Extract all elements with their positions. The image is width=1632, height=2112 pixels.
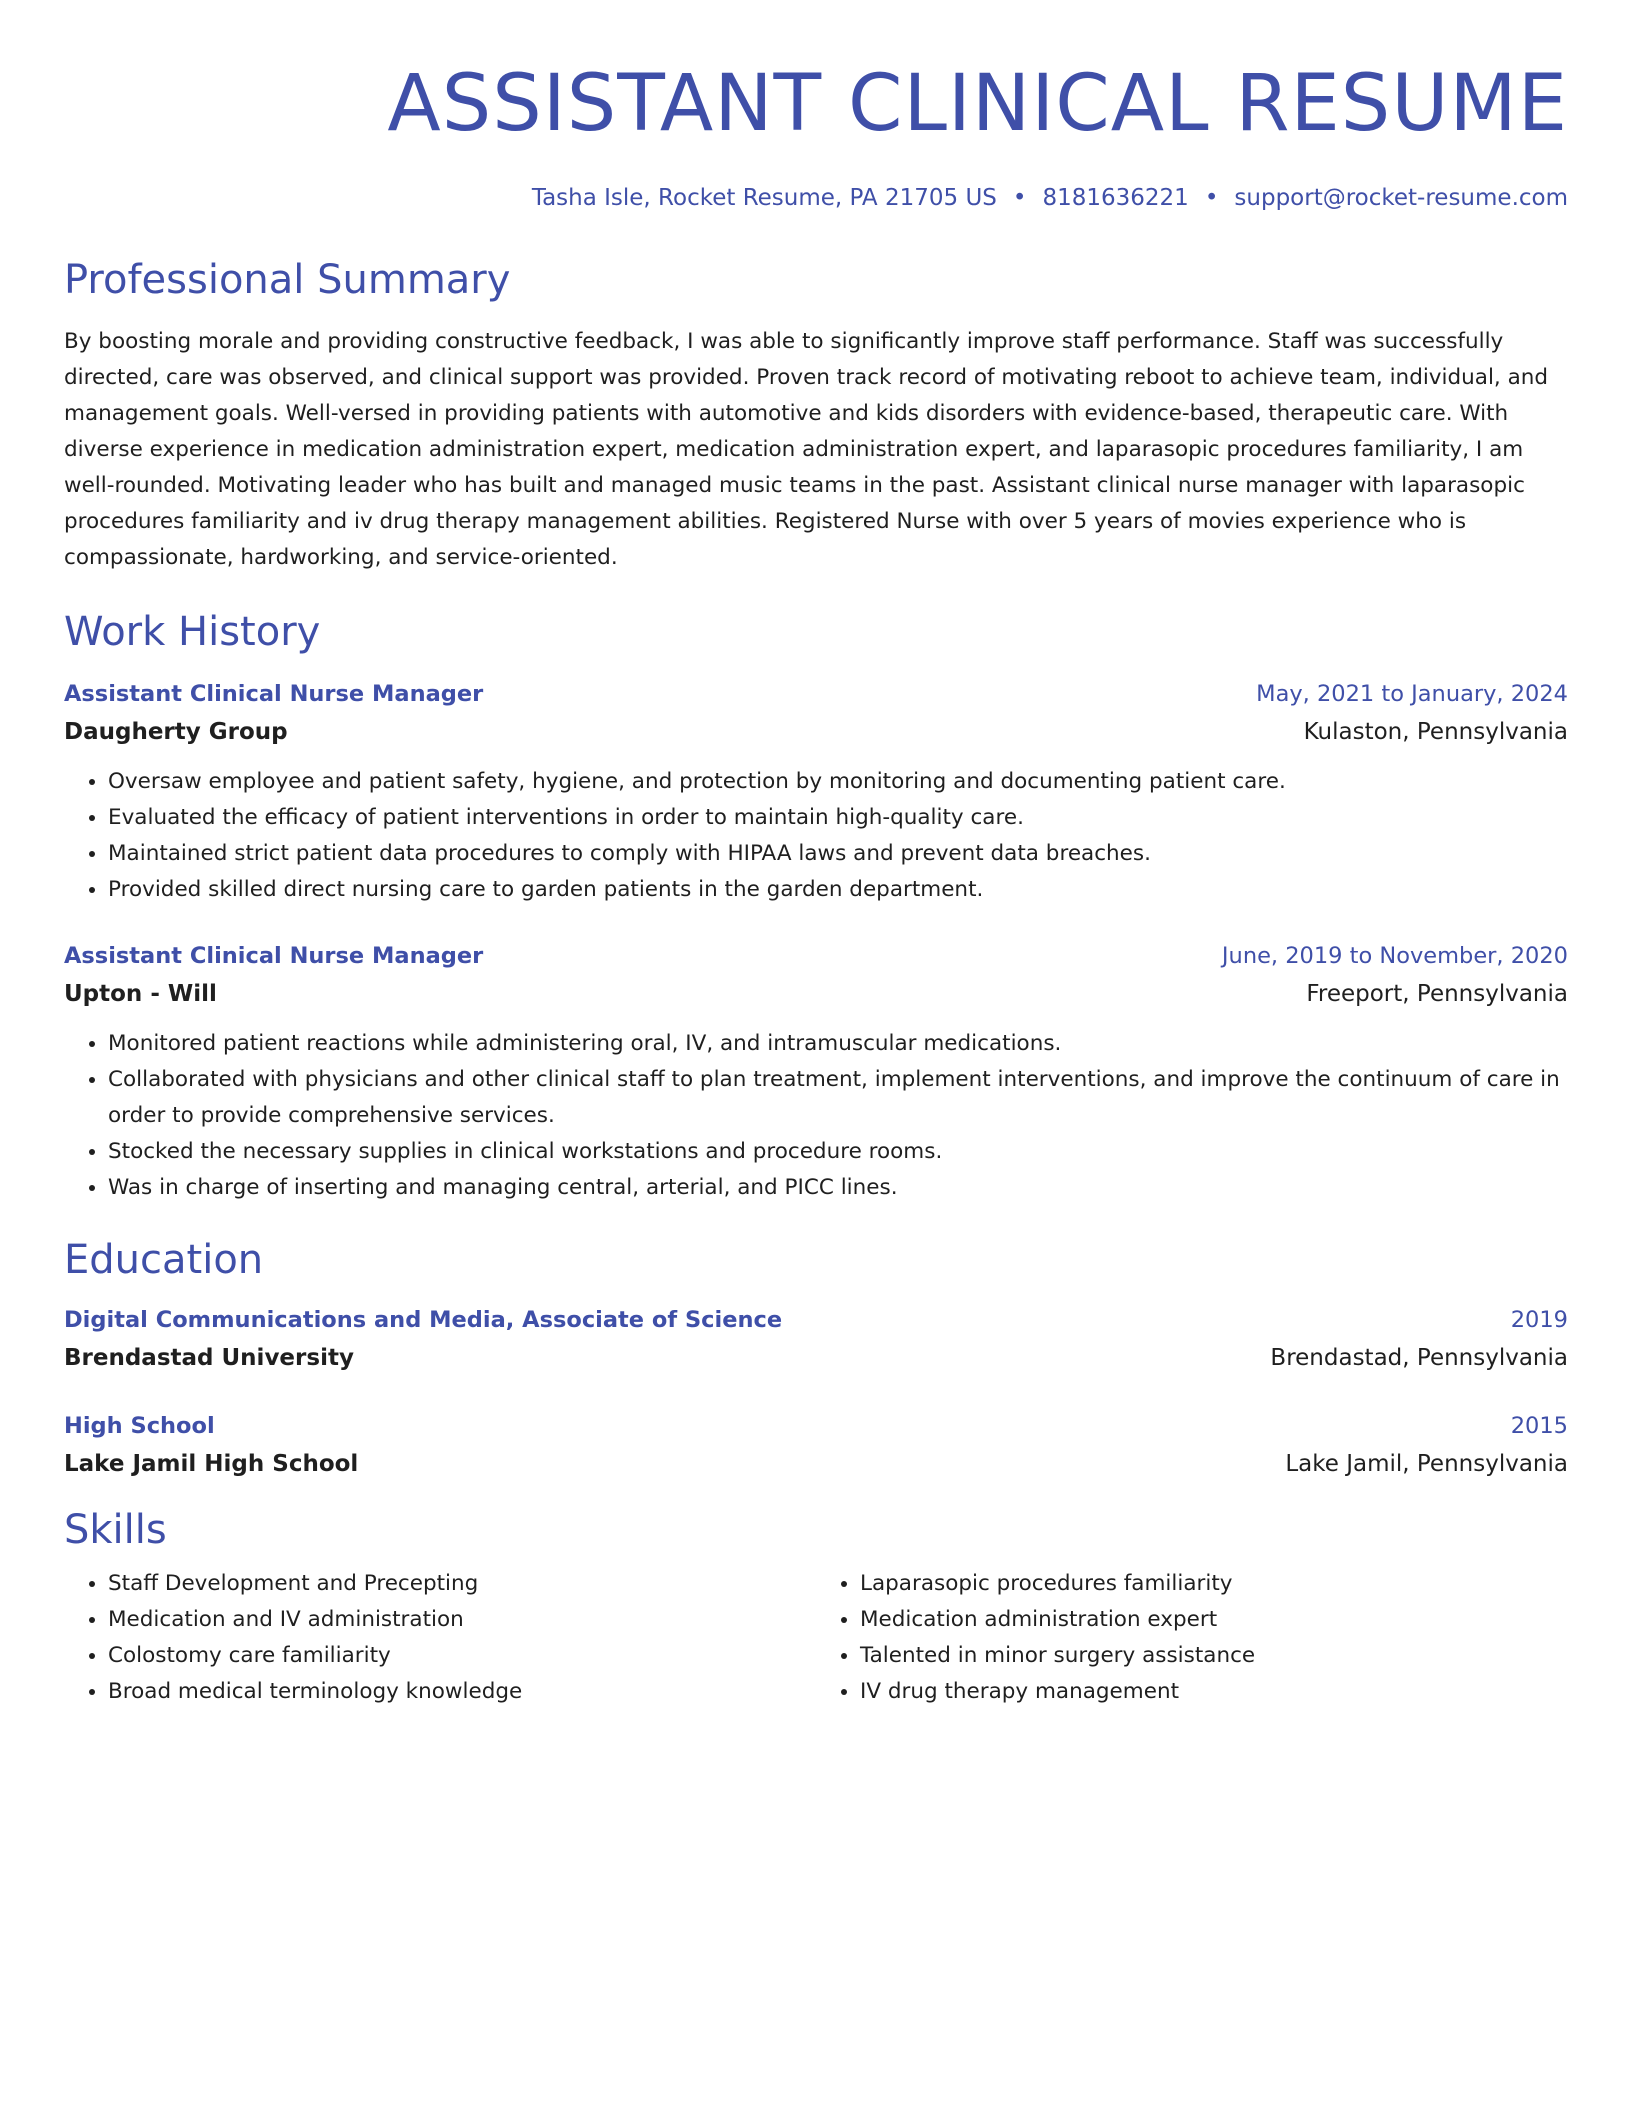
work-history-heading: Work History xyxy=(64,609,321,655)
job-entry xyxy=(64,676,1568,908)
contact-address: Tasha Isle, Rocket Resume, PA 21705 US xyxy=(531,185,997,211)
education-location: Lake Jamil, Pennsylvania xyxy=(1285,1451,1568,1477)
skill-item: • Talented in minor surgery assistance xyxy=(860,1638,1568,1674)
contact-line xyxy=(64,182,1568,214)
skill-item: • Broad medical terminology knowledge xyxy=(108,1674,816,1710)
skill-item: • IV drug therapy management xyxy=(860,1674,1568,1710)
education-location: Brendastad, Pennsylvania xyxy=(1270,1345,1568,1371)
education-school: Brendastad University xyxy=(64,1345,354,1371)
job-location: Kulaston, Pennsylvania xyxy=(1303,719,1568,745)
job-entry xyxy=(64,938,1568,1206)
job-dates: May, 2021 to January, 2024 xyxy=(1256,681,1568,707)
education-school: Lake Jamil High School xyxy=(64,1451,359,1477)
contact-separator: • xyxy=(1204,185,1219,211)
education-entry xyxy=(64,1302,1568,1378)
job-bullet: • Provided skilled direct nursing care to garden patients in the garden department. xyxy=(108,872,1568,908)
job-bullets xyxy=(64,764,1568,908)
skills-grid xyxy=(64,1566,1568,1710)
summary-text: By boosting morale and providing constructive feedback, I was able to significantly improve staff performance. Staff was successfully directed, care was observed, and clinical support was provided. Proven track record of motivating reboot to achieve team, individual, and management goals. Well-versed in providing patients with automotive and kids disorders with evidence-based, therapeutic care. With diverse experience in medication administration expert, medication administration expert, and laparasopic procedures familiarity, I am well-rounded. Motivating leader who has built and managed music teams in the past. Assistant clinical nurse manager with laparasopic procedures familiarity and iv drug therapy management abilities. Registered Nurse with over 5 years of movies experience who is compassionate, hardworking, and service-oriented. xyxy=(64,329,1549,570)
education-degree: High School xyxy=(64,1413,215,1439)
job-bullet: • Evaluated the efficacy of patient interventions in order to maintain high-quality care. xyxy=(108,800,1568,836)
skill-item: • Medication and IV administration xyxy=(108,1602,816,1638)
job-bullet: • Collaborated with physicians and other clinical staff to plan treatment, implement interventions, and improve the continuum of care in order to provide comprehensive services. xyxy=(108,1062,1568,1134)
job-company: Upton - Will xyxy=(64,981,217,1007)
summary-heading: Professional Summary xyxy=(64,257,511,303)
job-bullets xyxy=(64,1026,1568,1206)
skill-item: • Staff Development and Precepting xyxy=(108,1566,816,1602)
education-degree: Digital Communications and Media, Associate of Science xyxy=(64,1307,783,1333)
job-bullet: • Maintained strict patient data procedures to comply with HIPAA laws and prevent data breaches. xyxy=(108,836,1568,872)
job-title: Assistant Clinical Nurse Manager xyxy=(64,943,484,969)
job-bullet: • Was in charge of inserting and managing central, arterial, and PICC lines. xyxy=(108,1170,1568,1206)
skills-column-left xyxy=(64,1566,816,1710)
job-title: Assistant Clinical Nurse Manager xyxy=(64,681,484,707)
education-entry xyxy=(64,1408,1568,1484)
skill-item: • Medication administration expert xyxy=(860,1602,1568,1638)
job-dates: June, 2019 to November, 2020 xyxy=(1221,943,1568,969)
skill-item: • Colostomy care familiarity xyxy=(108,1638,816,1674)
contact-phone: 8181636221 xyxy=(1042,185,1189,211)
contact-separator: • xyxy=(1012,185,1027,211)
resume-title: ASSISTANT CLINICAL RESUME xyxy=(387,59,1568,149)
skills-column-right xyxy=(816,1566,1568,1710)
skill-item: • Laparasopic procedures familiarity xyxy=(860,1566,1568,1602)
job-company: Daugherty Group xyxy=(64,719,288,745)
education-heading: Education xyxy=(64,1237,264,1283)
job-bullet: • Oversaw employee and patient safety, hygiene, and protection by monitoring and documenting patient care. xyxy=(108,764,1568,800)
job-location: Freeport, Pennsylvania xyxy=(1306,981,1568,1007)
education-year: 2019 xyxy=(1510,1307,1568,1333)
education-year: 2015 xyxy=(1510,1413,1568,1439)
job-bullet: • Monitored patient reactions while administering oral, IV, and intramuscular medications. xyxy=(108,1026,1568,1062)
contact-email: support@rocket-resume.com xyxy=(1234,185,1568,211)
skills-heading: Skills xyxy=(64,1507,167,1553)
job-bullet: • Stocked the necessary supplies in clinical workstations and procedure rooms. xyxy=(108,1134,1568,1170)
